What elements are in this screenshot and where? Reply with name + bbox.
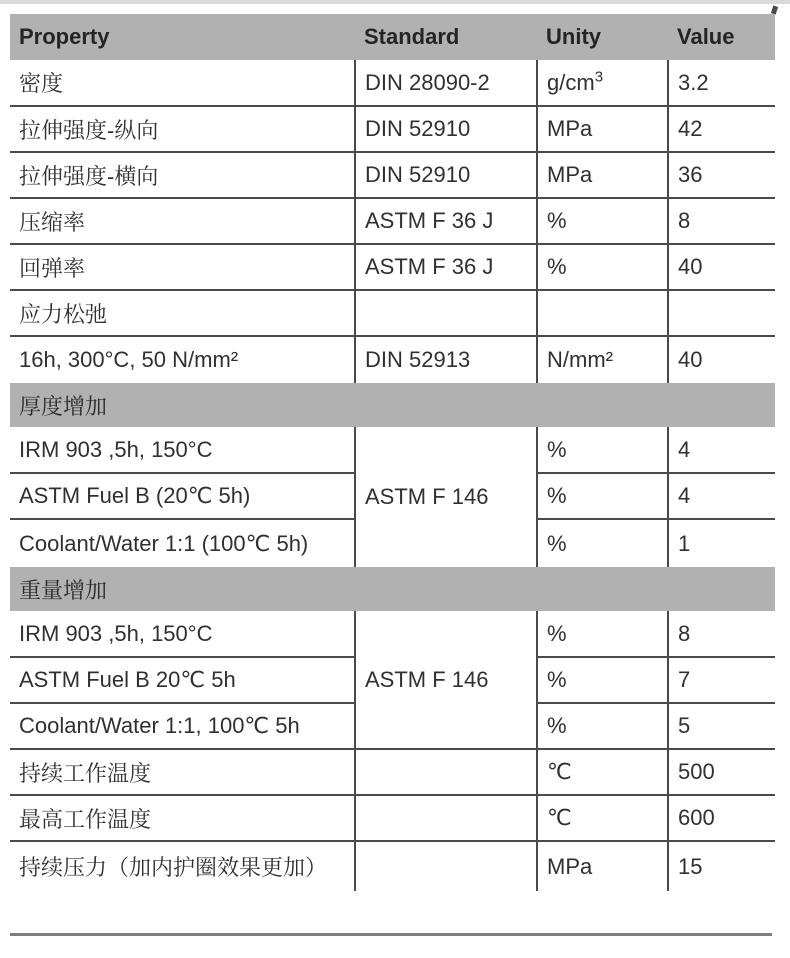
cell-unity: ℃ [537,749,668,795]
cell-standard: DIN 52910 [355,106,537,152]
table-row [10,841,775,891]
cell-property: 最高工作温度 [10,795,355,841]
table-row [10,198,775,244]
cell-unity: N/mm² [537,336,668,383]
cell-property: ASTM Fuel B 20℃ 5h [10,657,355,703]
cell-unity: % [537,427,668,473]
table-row [10,290,775,336]
cell-unity [537,290,668,336]
cell-value: 3.2 [668,60,775,106]
cell-property: 拉伸强度-横向 [10,152,355,198]
properties-table-wrap [10,14,775,936]
cell-property: IRM 903 ,5h, 150°C [10,611,355,657]
cell-standard: DIN 52910 [355,152,537,198]
cell-value: 4 [668,473,775,519]
table-row [10,749,775,795]
cell-unity: % [537,703,668,749]
cell-standard [355,795,537,841]
cell-standard: ASTM F 146 [355,611,537,749]
table-row [10,152,775,198]
cell-property: 回弹率 [10,244,355,290]
cell-value: 15 [668,841,775,891]
cell-standard [355,841,537,891]
col-header-value: Value [668,14,775,60]
section-row [10,383,775,427]
cell-standard: DIN 28090-2 [355,60,537,106]
cell-standard: ASTM F 146 [355,427,537,567]
cell-value: 36 [668,152,775,198]
section-row [10,567,775,611]
cell-property: 持续工作温度 [10,749,355,795]
cell-value: 4 [668,427,775,473]
cell-standard: ASTM F 36 J [355,244,537,290]
cell-value: 500 [668,749,775,795]
col-header-standard: Standard [355,14,537,60]
section-title: 厚度增加 [10,383,775,427]
cell-unity: % [537,473,668,519]
cell-value: 1 [668,519,775,567]
cell-value: 42 [668,106,775,152]
cell-property: Coolant/Water 1:1, 100℃ 5h [10,703,355,749]
cell-property: 压缩率 [10,198,355,244]
cell-value [668,290,775,336]
cell-value: 7 [668,657,775,703]
col-header-property: Property [10,14,355,60]
cell-unity: MPa [537,106,668,152]
cell-standard [355,290,537,336]
cell-value: 8 [668,198,775,244]
bottom-rule [10,933,772,936]
cell-value: 40 [668,244,775,290]
cell-property: IRM 903 ,5h, 150°C [10,427,355,473]
cell-value: 5 [668,703,775,749]
cell-unity: MPa [537,841,668,891]
cell-unity: % [537,657,668,703]
cell-unity: $g/cm^3$ [537,60,668,106]
top-page-strip [0,0,790,4]
cell-standard: ASTM F 36 J [355,198,537,244]
unit-superscript: 3 [594,68,604,86]
table-row [10,611,775,657]
cell-standard: DIN 52913 [355,336,537,383]
table-body [10,60,775,891]
cell-property: 拉伸强度-纵向 [10,106,355,152]
cell-property: ASTM Fuel B (20℃ 5h) [10,473,355,519]
cell-unity: MPa [537,152,668,198]
cell-value: 40 [668,336,775,383]
col-header-unity: Unity [537,14,668,60]
cell-unity: % [537,198,668,244]
cell-unity: % [537,611,668,657]
table-row [10,795,775,841]
cell-unity: % [537,519,668,567]
cell-unity: ℃ [537,795,668,841]
table-row [10,427,775,473]
cell-property: 应力松弛 [10,290,355,336]
section-title: 重量增加 [10,567,775,611]
table-row [10,336,775,383]
properties-table [10,14,775,891]
cell-value: 8 [668,611,775,657]
table-row [10,106,775,152]
cell-property: 持续压力（加内护圈效果更加） [19,855,328,880]
table-header [10,14,775,60]
cell-unity: % [537,244,668,290]
table-header-row [10,14,775,60]
cell-value: 600 [668,795,775,841]
cell-property: 密度 [10,60,355,106]
cell-property: Coolant/Water 1:1 (100℃ 5h) [19,530,309,556]
table-row [10,60,775,106]
table-row [10,244,775,290]
cell-standard [355,749,537,795]
cell-property: 16h, 300°C, 50 N/mm² [19,347,239,372]
